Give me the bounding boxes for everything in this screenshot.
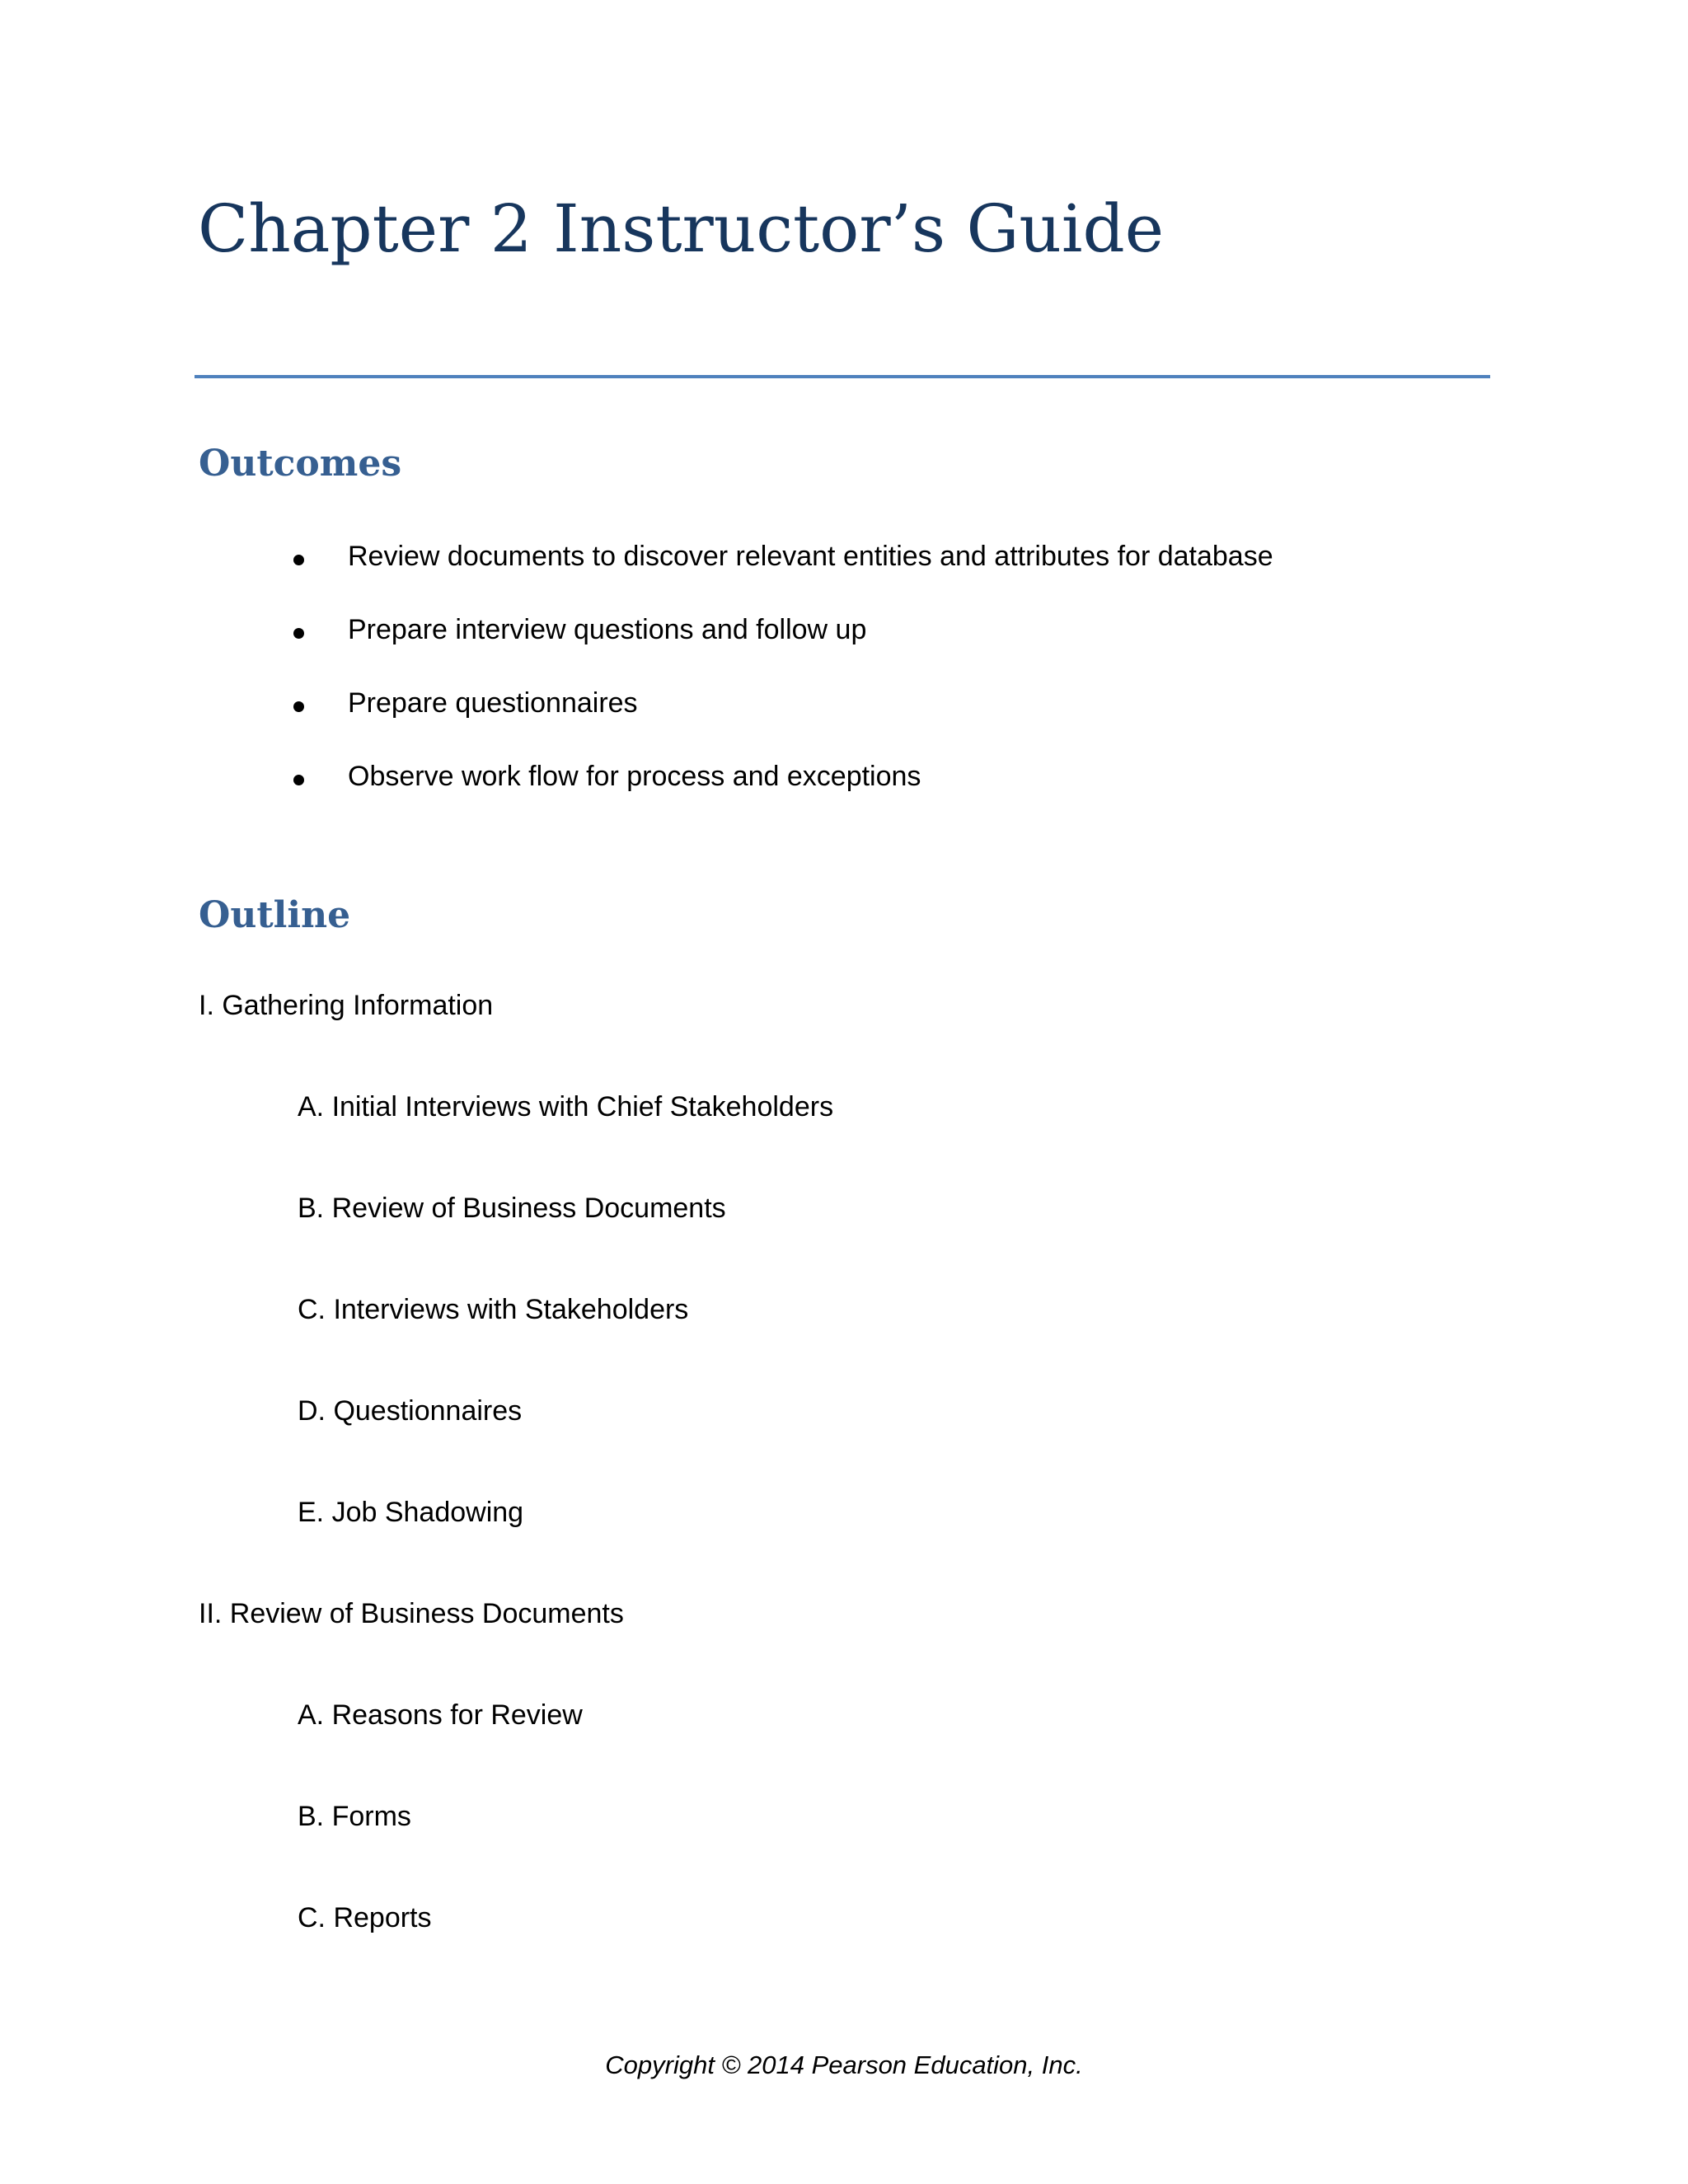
bullet-icon: [293, 701, 304, 712]
outcome-text: Prepare interview questions and follow up: [348, 614, 867, 645]
outline-section: I. Gathering Information: [199, 990, 494, 1021]
outline-section: II. Review of Business Documents: [199, 1598, 624, 1629]
outcome-text: Review documents to discover relevant entities and attributes for database: [348, 541, 1273, 572]
outline-subitem: E. Job Shadowing: [298, 1497, 524, 1528]
bullet-icon: [293, 555, 304, 565]
outline-subitem: D. Questionnaires: [298, 1395, 523, 1427]
copyright-footer: Copyright © 2014 Pearson Education, Inc.: [605, 2050, 1083, 2079]
outline-subitem: B. Review of Business Documents: [298, 1193, 726, 1224]
outline-subitem: C. Interviews with Stakeholders: [298, 1294, 689, 1325]
bullet-icon: [293, 775, 304, 785]
outcome-text: Prepare questionnaires: [348, 687, 638, 719]
outline-subitem: C. Reports: [298, 1902, 432, 1933]
outline-heading: Outline: [199, 894, 351, 936]
bullet-icon: [293, 628, 304, 639]
outcome-text: Observe work flow for process and exceptions: [348, 761, 921, 792]
outline-subitem: B. Forms: [298, 1801, 411, 1832]
outline-subitem: A. Reasons for Review: [298, 1699, 583, 1731]
page-title: Chapter 2 Instructor’s Guide: [198, 190, 1165, 267]
outline-subitem: A. Initial Interviews with Chief Stakeholders: [298, 1091, 834, 1122]
outcomes-heading: Outcomes: [199, 443, 402, 485]
title-divider: [195, 375, 1490, 378]
